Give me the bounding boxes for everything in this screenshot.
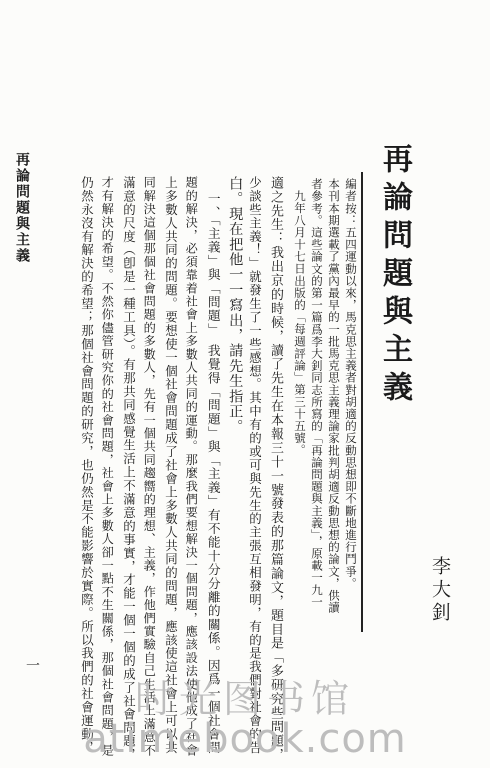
page-number: 一 bbox=[24, 658, 40, 672]
body-line: 適之先生：我出京的時候，讀了先生在本報三十一號發表的那篇論文，題目是「多研究些問題， bbox=[267, 176, 283, 762]
body-line: 仍然永沒有解決的希望；那個社會問題的研究，也仍然是不能影響於實際。所以我們的社會運動， bbox=[79, 176, 95, 755]
watermark-url: atimebook.com bbox=[83, 716, 407, 762]
body-line: 滿意的尺度（卽是一種工具）。有那共同感覺生活上不滿意的事實，才能一個一個的成了社會問題， bbox=[121, 176, 137, 762]
title-rule bbox=[361, 172, 363, 632]
editor-note-line: 編者按：五四運動以來，馬克思主義者對胡適的反動思想即不斷地進行鬥爭。 bbox=[344, 178, 358, 590]
body-line: 題的解決，必須靠着社會上多數人共同的運動。那麼我們要想解決一個問題，應該設法使他成了社會 bbox=[184, 176, 199, 757]
body-line: 白。現在把他一一寫出，請先生指正。 bbox=[227, 176, 244, 435]
watermark-title: 时光图书馆 bbox=[134, 677, 355, 721]
article-title: 再論問題與主義 bbox=[377, 143, 412, 409]
body-line: 才有解決的希望。不然你儘管研究你的社會問題，社會上多數人卻一點不生關係，那個社會問題，是 bbox=[100, 176, 115, 757]
editor-note-line: 本刊本期選載了黨內最早的一批馬克思主義理論家批判胡適反動思想的論文，供讀 bbox=[327, 178, 341, 614]
author-name: 李大釗 bbox=[429, 556, 451, 625]
editor-note-line: 九年八月十七日出版的「每週評論」第三十五號。 bbox=[293, 190, 307, 457]
editor-note-line: 者參考。這些論文的第一篇爲李大釗同志所寫的「再論問題與主義」，原載一九一 bbox=[310, 178, 324, 608]
body-line: 一、「主義」與「問題」 我覺得「問題」與「主義」有不能十分分離的關係。因爲一個社會問 bbox=[205, 192, 221, 755]
body-line: 上多數人共同的問題。要想使一個社會問題成了社會上多數人共同的問題，應該使這社會上可以共 bbox=[163, 176, 179, 755]
body-line: 少談些主義！」就發生了一些感想。其中有的或可與先生的主張互相發明，有的是我們對社會的告 bbox=[247, 176, 263, 755]
body-line: 同解決這個那個社會問題的多數人，先有一個共同趨嚮的理想、主義，作他們實驗自己生活上滿意不 bbox=[142, 176, 157, 757]
running-head: 再論問題與主義 bbox=[14, 152, 30, 264]
